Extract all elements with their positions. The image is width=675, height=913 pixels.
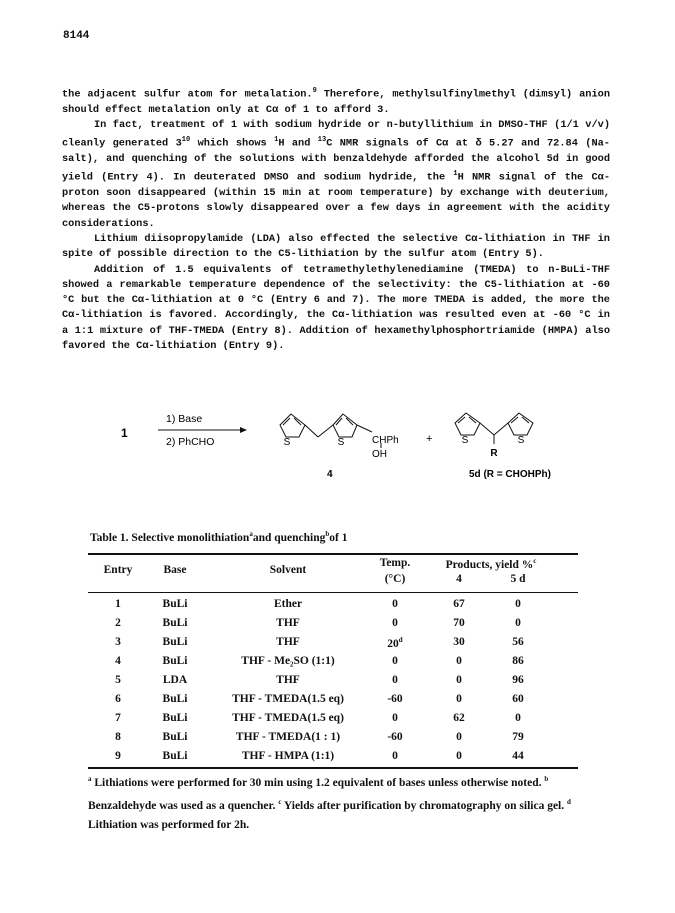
cell-temp: 0 [392, 655, 398, 667]
cell-temp: 0 [392, 617, 398, 629]
header-products: Products, yield %$^c$ [445, 557, 537, 571]
reaction-arrowhead [240, 427, 247, 433]
cell-yield-4: 0 [456, 750, 462, 762]
header-product-4: 4 [456, 573, 462, 585]
header-product-5d: 5 d [510, 573, 526, 585]
cell-base: BuLi [162, 617, 188, 629]
cell-yield-4: 70 [453, 617, 465, 629]
cell-entry: 1 [115, 598, 121, 610]
sulfur-atom: S [517, 435, 525, 446]
cell-temp: 0 [392, 712, 398, 724]
cell-solvent: THF - TMEDA(1.5 eq) [232, 712, 344, 724]
cell-yield-4: 0 [456, 693, 462, 705]
cell-solvent: THF - TMEDA(1.5 eq) [232, 693, 344, 705]
cell-yield-4: 62 [453, 712, 465, 724]
plus-sign: + [426, 433, 433, 445]
product-4-structure [280, 414, 381, 448]
table-rule [88, 592, 578, 593]
cell-entry: 7 [115, 712, 121, 724]
header-entry: Entry [103, 564, 133, 576]
reactant-label: 1 [121, 426, 128, 440]
cell-yield-5d: 56 [512, 636, 524, 648]
sulfur-atom: S [337, 437, 345, 448]
cell-temp: -60 [387, 731, 403, 743]
body-text [62, 84, 610, 354]
cell-temp: -60 [387, 693, 403, 705]
reaction-scheme [0, 400, 675, 500]
cell-yield-5d: 0 [515, 617, 521, 629]
cell-base: BuLi [162, 636, 188, 648]
footnote-text: $^a$ Lithiations were performed for 30 min using 1.2 equivalent of bases unless otherwise noted. $^b$ Benzaldehyde was used as a quencher. $^c$ Yields after purification by chromatography on silica gel. $^d$ Lithiation was performed for 2h. [88, 775, 571, 831]
product-4-label: 4 [327, 469, 333, 480]
cell-base: BuLi [162, 731, 188, 743]
cell-yield-4: 67 [453, 598, 465, 610]
product-5d-label: 5d (R = CHOHPh) [469, 469, 551, 480]
cell-base: BuLi [162, 655, 188, 667]
cell-solvent: THF - HMPA (1:1) [241, 750, 335, 762]
cell-base: BuLi [162, 750, 188, 762]
paragraph: Lithium diisopropylamide (LDA) also effected the selective Cα-lithiation in THF in spite of possible direction to the C5-lithiation by the sulfur atom (Entry 5). [62, 232, 610, 261]
cell-base: BuLi [162, 712, 188, 724]
cell-entry: 3 [115, 636, 121, 648]
cell-temp: 0 [392, 674, 398, 686]
table-caption: Table 1. Selective monolithiation$^a$and quenching$^b$of 1 [90, 530, 348, 544]
cell-base: BuLi [162, 693, 188, 705]
cell-solvent: THF - TMEDA(1 : 1) [235, 731, 341, 743]
product-4-hydroxyl: OH [372, 449, 387, 460]
cell-solvent: THF - Me₂SO (1:1) [241, 655, 335, 667]
table-rule [88, 767, 578, 769]
table-rule [88, 553, 578, 555]
cell-yield-5d: 60 [512, 693, 524, 705]
sulfur-atom: S [283, 437, 291, 448]
cell-solvent: THF [276, 636, 300, 648]
cell-yield-5d: 44 [512, 750, 524, 762]
sulfur-atom: S [461, 435, 469, 446]
cell-yield-5d: 0 [515, 712, 521, 724]
cell-solvent: THF [276, 674, 300, 686]
cell-entry: 9 [115, 750, 121, 762]
cell-solvent: THF [276, 617, 300, 629]
paragraph: the adjacent sulfur atom for metalation.$^9$ Therefore, methylsulfinylmethyl (dimsyl) anion should effect metalation only at Cα of 1 to afford 3. [62, 87, 611, 116]
header-temp: Temp. [379, 557, 411, 569]
cell-yield-5d: 79 [512, 731, 524, 743]
cell-entry: 5 [115, 674, 121, 686]
page-number: 8144 [63, 30, 90, 42]
cell-base: LDA [162, 674, 188, 686]
header-temp-unit: (°C) [384, 573, 406, 585]
cell-yield-4: 0 [456, 655, 462, 667]
cell-temp: 0 [392, 750, 398, 762]
cell-yield-4: 30 [453, 636, 465, 648]
cell-entry: 6 [115, 693, 121, 705]
header-base: Base [163, 564, 187, 576]
cell-entry: 4 [115, 655, 121, 667]
cell-base: BuLi [162, 598, 188, 610]
cell-entry: 8 [115, 731, 121, 743]
cell-yield-5d: 96 [512, 674, 524, 686]
cell-entry: 2 [115, 617, 121, 629]
cell-yield-5d: 86 [512, 655, 524, 667]
paragraph: In fact, treatment of 1 with sodium hydride or n-butyllithium in DMSO-THF (1/1 v/v) cleanly generated $3^{10}$ which shows $^1$H and $^{13}$C NMR signals of Cα at δ 5.27 and 72.84 (Na-salt), and quenching of the solutions with benzaldehyde afforded the alcohol 5d in good yield (Entry 4). In deuterated DMSO and sodium hydride, the $^1$H NMR signal of the Cα-proton soon disappeared (within 15 min at room temperature) by exchange with deuterium, whereas the C5-protons slowly disappeared over a few days in agreement with the acidity considerations. [62, 119, 611, 230]
product-5d-substituent: R [490, 448, 498, 459]
cell-temp: 20$^d$ [387, 636, 403, 650]
table-footnotes [88, 770, 588, 835]
cell-yield-4: 0 [456, 731, 462, 743]
header-solvent: Solvent [269, 564, 307, 576]
cell-solvent: Ether [273, 598, 303, 610]
cell-yield-4: 0 [456, 674, 462, 686]
paragraph: Addition of 1.5 equivalents of tetramethylethylenediamine (TMEDA) to n-BuLi-THF showed a remarkable temperature dependence of the selectivity: the C5-lithiation at -60 °C but the Cα-lithiation at 0 °C (Entry 6 and 7). The more TMEDA is added, the more the Cα-lithiation is favored. Accordingly, the Cα-lithiation was resulted even at -60 °C in a 1:1 mixture of THF-TMEDA (Entry 8). Addition of hexamethylphosphortriamide (HMPA) also favored the Cα-lithiation (Entry 9). [62, 263, 610, 353]
reagent-step2: 2) PhCHO [166, 436, 215, 448]
product-4-substituent: CHPh [372, 435, 399, 446]
cell-yield-5d: 0 [515, 598, 521, 610]
reagent-step1: 1) Base [166, 413, 203, 425]
cell-temp: 0 [392, 598, 398, 610]
